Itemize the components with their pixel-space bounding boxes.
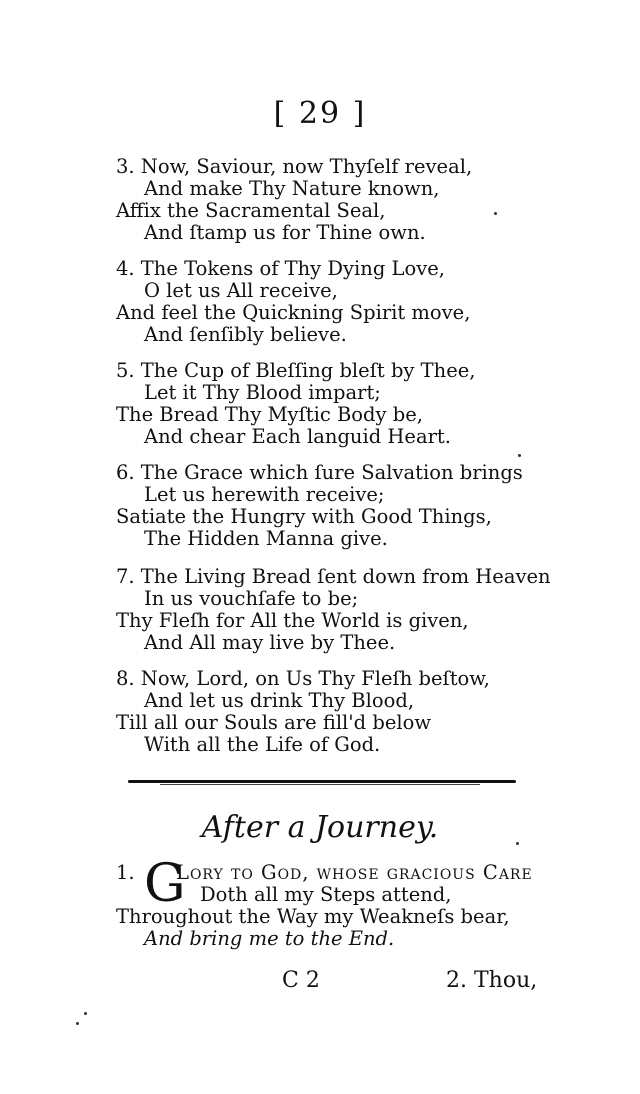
- catchword: 2. Thou,: [446, 968, 538, 993]
- stanza-line: 5. The Cup of Bleſſing bleſt by Thee,: [116, 359, 476, 382]
- stanza-3: [116, 156, 516, 244]
- stanza-line: Thy Fleſh for All the World is given,: [116, 609, 469, 632]
- ink-speck: [76, 1022, 79, 1025]
- stanza-line: And chear Each languid Heart.: [144, 425, 451, 448]
- stanza-6: [116, 461, 523, 550]
- stanza-line: 3. Now, Saviour, now Thyſelf reveal,: [116, 155, 473, 178]
- stanza-line: The Hidden Manna give.: [144, 527, 388, 550]
- stanza-line: 6. The Grace which ſure Salvation brings: [116, 461, 523, 484]
- stanza-line: And feel the Quickning Spirit move,: [116, 301, 471, 324]
- stanza-number: 1.: [116, 861, 135, 884]
- ink-speck: [494, 212, 497, 215]
- stanza-line: Let it Thy Blood impart;: [144, 381, 381, 404]
- stanza-8: [116, 668, 516, 756]
- stanza-line: Till all our Souls are fill'd below: [116, 711, 432, 734]
- hymn-heading: After a Journey.: [201, 810, 439, 845]
- stanza-line: And make Thy Nature known,: [144, 177, 440, 200]
- stanza-line: 8. Now, Lord, on Us Thy Fleſh beſtow,: [116, 667, 490, 690]
- stanza-line: Satiate the Hungry with Good Things,: [116, 505, 492, 528]
- hymn-stanza-1: [116, 854, 536, 950]
- stanza-7: [116, 565, 551, 654]
- stanza-line: And let us drink Thy Blood,: [144, 689, 415, 712]
- stanza-line: With all the Life of God.: [144, 733, 381, 756]
- ink-speck: [84, 1012, 87, 1015]
- stanza-line: 4. The Tokens of Thy Dying Love,: [116, 257, 445, 280]
- stanza-line: Let us herewith receive;: [144, 483, 385, 506]
- ink-speck: [518, 454, 521, 457]
- stanza-4: [116, 258, 516, 346]
- stanza-line: And All may live by Thee.: [144, 631, 396, 654]
- stanza-line: And ſtamp us for Thine own.: [144, 221, 426, 244]
- ink-speck: [516, 842, 519, 845]
- stanza-line: Lory to God, whoſe gracious Care: [176, 861, 533, 884]
- stanza-line: Affix the Sacramental Seal,: [116, 199, 386, 222]
- page-number: [ 29 ]: [273, 96, 367, 131]
- stanza-5: [116, 360, 516, 448]
- stanza-line: In us vouchſafe to be;: [144, 587, 359, 610]
- stanza-line: O let us All receive,: [144, 279, 338, 302]
- stanza-line: 7. The Living Bread ſent down from Heaven: [116, 565, 551, 588]
- signature-mark: C 2: [282, 968, 320, 993]
- stanza-line: Throughout the Way my Weakneſs bear,: [116, 905, 510, 928]
- stanza-line: And bring me to the End.: [144, 927, 395, 950]
- stanza-line: The Bread Thy Myſtic Body be,: [116, 403, 423, 426]
- stanza-line: And ſenſibly believe.: [144, 323, 347, 346]
- section-divider-underline: [160, 784, 480, 785]
- stanza-line: Doth all my Steps attend,: [200, 883, 452, 906]
- section-divider: [128, 780, 516, 783]
- drop-cap: G: [144, 854, 186, 914]
